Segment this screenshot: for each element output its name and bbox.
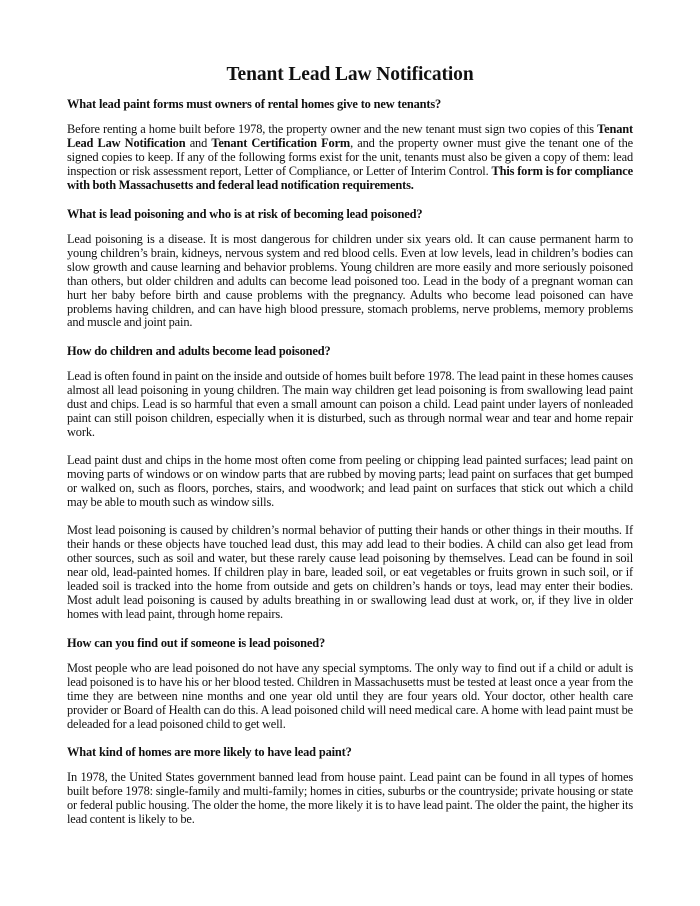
section-paragraph: Lead is often found in paint on the inside and outside of homes built before 1978. The lead paint in these homes causes almost all lead poisoning in young children. The main way children get lead poisoning is from swallowing lead paint dust and chips. Lead is so harmful that even a small amount can poison a child. Lead paint under layers of nonleaded paint can still poison children, especially when it is disturbed, such as through normal wear and tear and home repair work. <box>67 369 633 440</box>
section-heading: What is lead poisoning and who is at risk of becoming lead poisoned? <box>67 206 423 221</box>
section-paragraph: Lead paint dust and chips in the home most often come from peeling or chipping lead painted surfaces; lead paint on moving parts of windows or on window parts that are rubbed by moving parts; lead paint on surfaces that get bumped or walked on, such as floors, porches, stairs, and woodwork; and lead paint on surfaces that stick out which a child may be able to mouth such as window sills. <box>67 453 633 510</box>
text-run: and <box>185 135 212 150</box>
section-paragraph: Most people who are lead poisoned do not have any special symptoms. The only way to find out if a child or adult is lead poisoned is to have his or her blood tested. Children in Massachusetts must be tested at least once a year from the time they are between nine months and one year old until they are four years old. Your doctor, other health care provider or Board of Health can do this. A lead poisoned child will need medical care. A home with lead paint must be deleaded for a lead poisoned child to get well. <box>67 660 633 731</box>
document-title: Tenant Lead Law Notification <box>226 63 474 85</box>
section-heading: How do children and adults become lead poisoned? <box>67 344 331 359</box>
section-paragraph <box>67 123 633 193</box>
section-paragraph: In 1978, the United States government banned lead from house paint. Lead paint can be found in all types of homes built before 1978: single-family and multi-family; homes in cities, suburbs or the countryside; private housing or state or federal public housing. The older the home, the more likely it is to have lead paint. The older the paint, the higher its lead content is likely to be. <box>67 770 633 827</box>
section-paragraph: Most lead poisoning is caused by children’s normal behavior of putting their hands or other things in their mouths. If their hands or these objects have touched lead dust, this may add lead to their bodies. A child can also get lead from other sources, such as soil and water, but these rarely cause lead poisoning by themselves. Lead can be found in soil near old, lead-painted homes. If children play in bare, leaded soil, or eat vegetables or fruits grown in such soil, or if leaded soil is tracked into the home from outside and gets on children’s hands or toys, lead may enter their bodies. Most adult lead poisoning is caused by adults breathing in or swallowing lead dust at work, or, if they live in older homes with lead paint, through home repairs. <box>67 523 633 621</box>
section-forms <box>67 97 633 193</box>
section-heading: What kind of homes are more likely to have lead paint? <box>67 745 352 760</box>
section-homes-likely <box>67 745 633 827</box>
bold-compliance-note: This form is for compliance with both Massachusetts and federal lead notification requirements. <box>67 163 633 192</box>
section-find-out <box>67 636 633 732</box>
bold-form-name: Tenant Lead Law Notification <box>67 122 633 150</box>
text-run: Before renting a home built before 1978, the property owner and the new tenant must sign two copies of this <box>67 122 598 136</box>
section-heading: How can you find out if someone is lead poisoned? <box>67 635 326 650</box>
bold-form-name: Tenant Certification Form <box>211 135 351 150</box>
section-how-poisoned <box>67 344 633 621</box>
document-page <box>67 62 633 841</box>
section-paragraph: Lead poisoning is a disease. It is most dangerous for children under six years old. It can cause permanent harm to young children’s brain, kidneys, nervous system and red blood cells. Even at low levels, lead in children’s bodies can slow growth and cause learning and behavior problems. Young children are more easily and more seriously poisoned than others, but older children and adults can become lead poisoned too. Lead in the body of a pregnant woman can hurt her baby before birth and cause problems with the pregnancy. Adults who become lead poisoned can have problems having children, and can have high blood pressure, stomach problems, nerve problems, memory problems and muscle and joint pain. <box>67 231 633 330</box>
section-what-is-lead-poisoning <box>67 207 633 331</box>
text-run: , and the property owner must give the tenant one of the signed copies to keep. If any of the following forms exist for the unit, tenants must also be given a copy of them: lead inspection or risk assessment report, Letter of Compliance, or Letter of Interim Control. <box>67 135 633 178</box>
section-heading: What lead paint forms must owners of rental homes give to new tenants? <box>67 97 442 111</box>
